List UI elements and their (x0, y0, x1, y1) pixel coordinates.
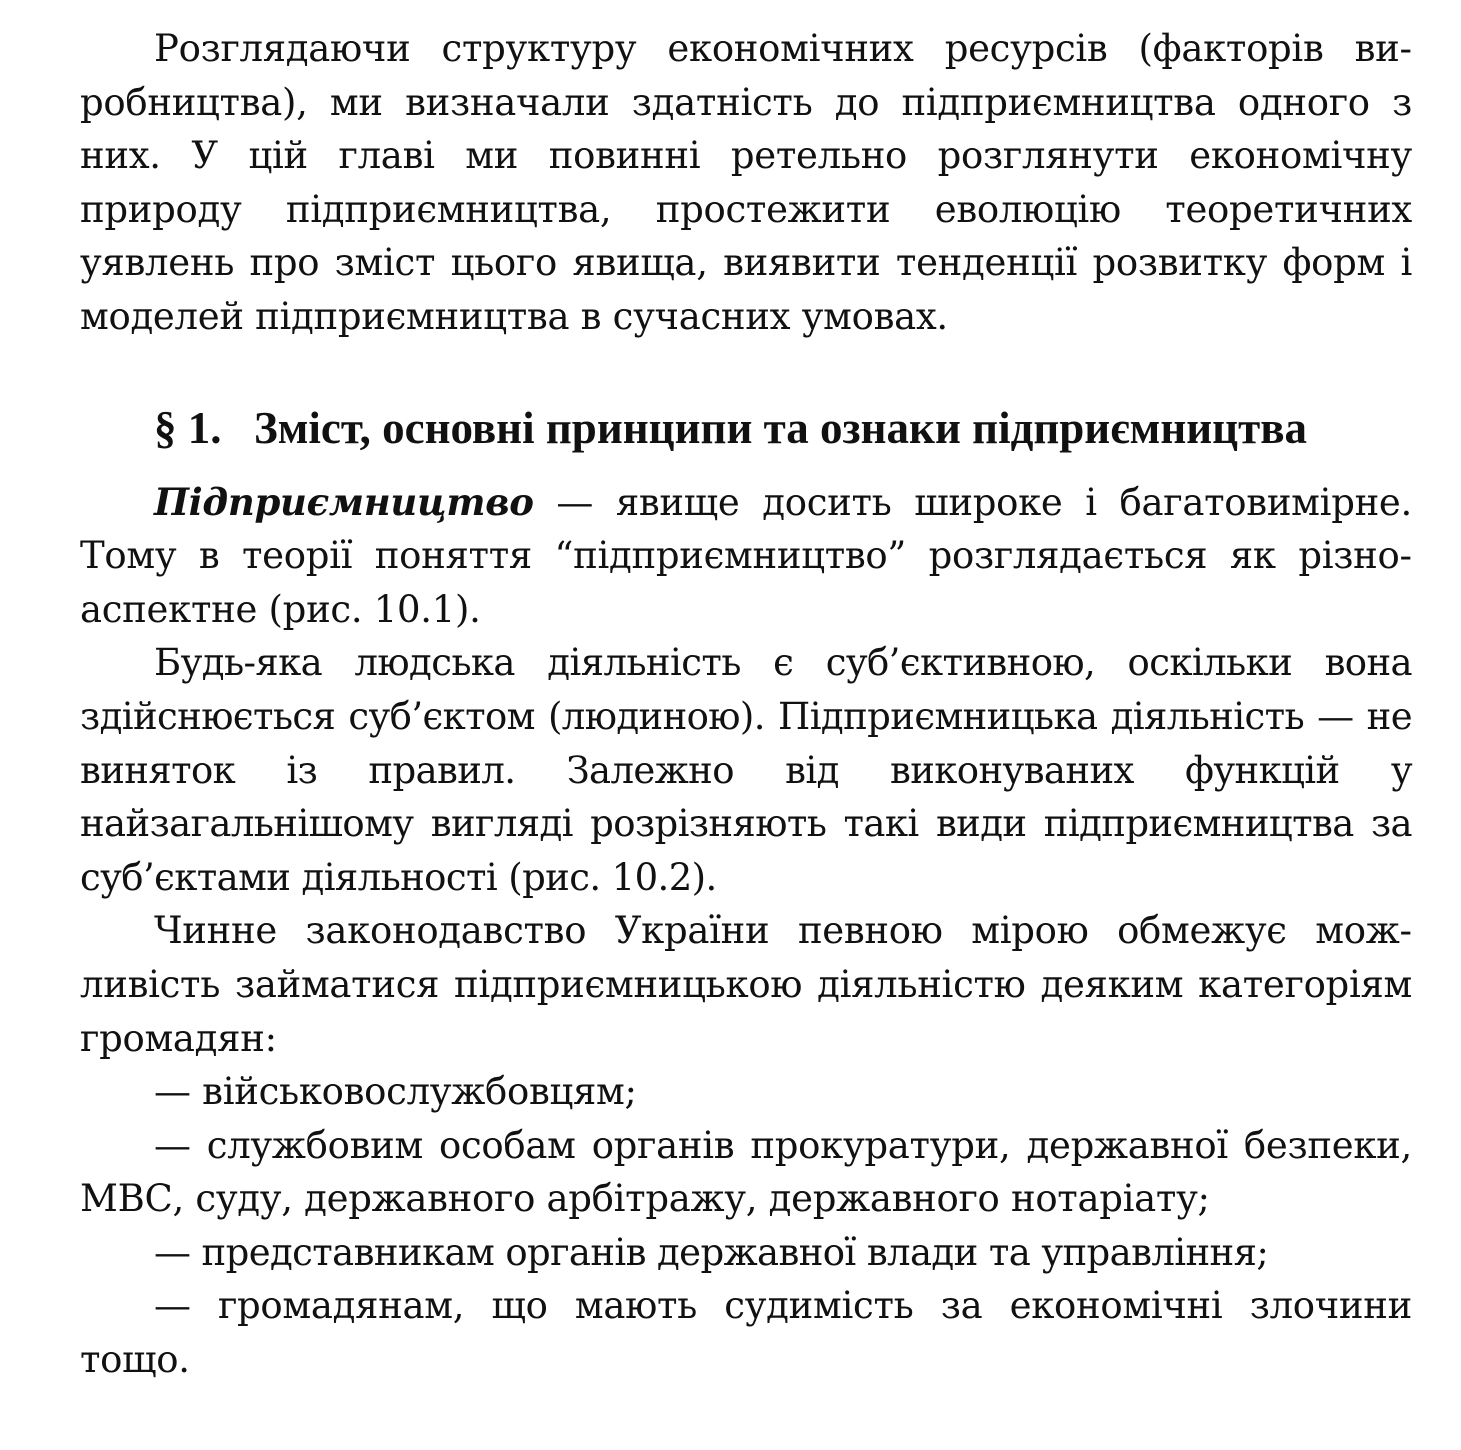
restriction-item: — службовим особам органів прокуратури, державної безпеки, МВС, суду, державного арбітражу, державного нотаріату; (80, 1123, 1412, 1221)
definition-paragraph (80, 476, 1412, 637)
restriction-item: — громадянам, що мають судимість за економічні злочини тощо. (80, 1284, 1412, 1382)
subjects-paragraph: Будь-яка людська діяльність є суб’єктивною, оскільки вона здійснюється суб’єктом (людиною). Підприємницька діяльність — не виняток із правил. Залежно від виконуваних функцій у найзагальнішому вигляді розрізняють такі види підприємництва за суб’єктами діяльності (рис. 10.2). (80, 641, 1412, 899)
restriction-item: — представникам органів державної влади та управління; (154, 1230, 1269, 1274)
section-heading (80, 402, 1412, 454)
section-number: § 1. (154, 402, 222, 453)
page-content (80, 22, 1412, 1387)
section-title: Зміст, основні принципи та ознаки підприємництва (254, 402, 1308, 453)
restriction-item: — військовослужбовцям; (154, 1070, 637, 1114)
intro-paragraph: Розглядаючи структуру економічних ресурсів (факторів виробництва), ми визначали здатність до підприємництва одного з них. У цій главі ми повинні ретельно розглянути економічну природу підприємництва, простежити еволюцію теоретичних уявлень про зміст цього явища, виявити тенденції розвитку форм і моделей підприємництва в сучасних умовах. (80, 27, 1412, 338)
law-paragraph: Чинне законодавство України певною мірою обмежує можливість займатися підприємницькою діяльністю деяким категоріям громадян: (80, 909, 1412, 1060)
definition-term: Підприємництво (154, 479, 534, 524)
definition-text: — явище досить широке і багатовимірне. Тому в теорії поняття “підприємництво” розглядається як різноаспектне (рис. 10.1). (80, 480, 1412, 631)
